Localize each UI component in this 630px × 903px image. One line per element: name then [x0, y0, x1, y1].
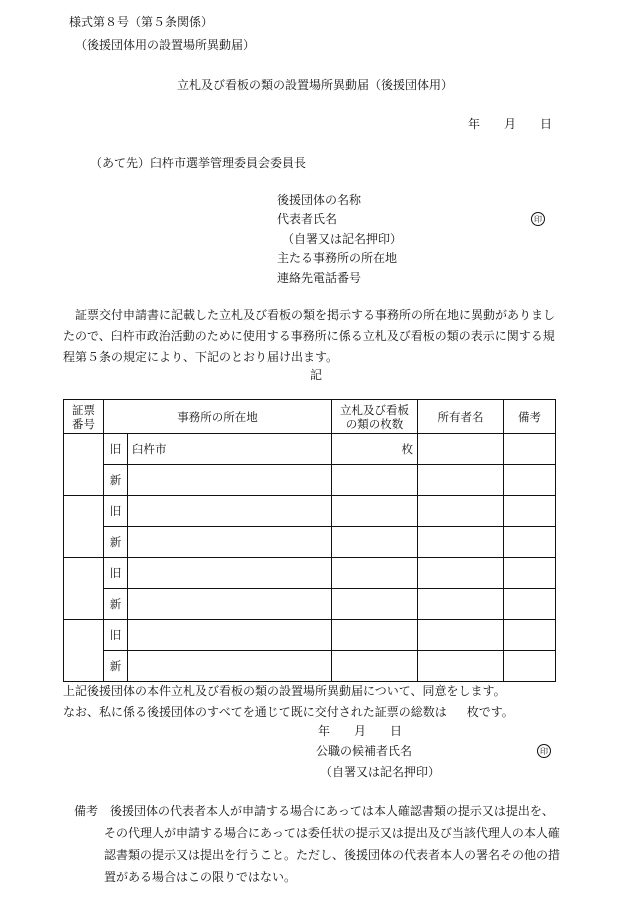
- count-cell[interactable]: [332, 496, 418, 527]
- address-cell[interactable]: [128, 620, 332, 651]
- header-owner: 所有者名: [418, 400, 504, 434]
- remarks-note: [74, 800, 562, 888]
- owner-cell[interactable]: [418, 651, 504, 682]
- header-remarks: 備考: [504, 400, 556, 434]
- address-cell[interactable]: [128, 496, 332, 527]
- consent-date-day: 日: [390, 724, 403, 738]
- remarks-cell[interactable]: [504, 558, 556, 589]
- owner-cell[interactable]: [418, 465, 504, 496]
- address-cell[interactable]: 臼杵市: [128, 434, 332, 465]
- address-cell[interactable]: [128, 465, 332, 496]
- table-row: [64, 589, 556, 620]
- new-label: 新: [104, 589, 128, 620]
- new-label: 新: [104, 527, 128, 558]
- address-cell[interactable]: [128, 651, 332, 682]
- table-row: [64, 465, 556, 496]
- remarks-cell[interactable]: [504, 589, 556, 620]
- remarks-cell[interactable]: [504, 434, 556, 465]
- table-header-row: [64, 400, 556, 434]
- table-row: [64, 434, 556, 465]
- old-label: 旧: [104, 434, 128, 465]
- owner-cell[interactable]: [418, 589, 504, 620]
- ki-mark: 記: [310, 368, 323, 382]
- consent-line-2: [63, 704, 514, 720]
- remarks-text: 後援団体の代表者本人が申請する場合にあっては本人確認書類の提示又は提出を、その代理人が申請する場合にあっては委任状の提示又は提出及び当該代理人の本人確認書類の提示又は提出を行うこと。ただし、後援団体の代表者本人の署名その他の措置がある場合はこの限りではない。: [104, 804, 561, 884]
- count-cell[interactable]: 枚: [332, 434, 418, 465]
- remarks-cell[interactable]: [504, 496, 556, 527]
- count-cell[interactable]: [332, 527, 418, 558]
- old-label: 旧: [104, 620, 128, 651]
- table-row: [64, 558, 556, 589]
- old-label: 旧: [104, 558, 128, 589]
- address-cell[interactable]: [128, 527, 332, 558]
- remarks-cell[interactable]: [504, 527, 556, 558]
- form-subtitle: （後援団体用の設置場所異動届）: [75, 38, 256, 52]
- consent-line-1: 上記後援団体の本件立札及び看板の類の設置場所異動届について、同意をします。: [63, 684, 506, 698]
- page-title: 立札及び看板の類の設置場所異動届（後援団体用）: [176, 78, 453, 92]
- phone-label: 連絡先電話番号: [277, 271, 362, 285]
- addressee-name: 臼杵市選挙管理委員会委員長: [150, 156, 307, 170]
- new-label: 新: [104, 651, 128, 682]
- remarks-cell[interactable]: [504, 651, 556, 682]
- cert-no-cell[interactable]: [64, 558, 104, 620]
- owner-cell[interactable]: [418, 558, 504, 589]
- count-cell[interactable]: [332, 651, 418, 682]
- header-cert-no: 証票番号: [64, 400, 104, 434]
- owner-cell[interactable]: [418, 496, 504, 527]
- office-address-label: 主たる事務所の所在地: [277, 251, 398, 265]
- remarks-cell[interactable]: [504, 465, 556, 496]
- consent-date-year: 年: [318, 724, 331, 738]
- new-label: 新: [104, 465, 128, 496]
- remarks-cell[interactable]: [504, 620, 556, 651]
- header-address: 事務所の所在地: [104, 400, 332, 434]
- org-name-label: 後援団体の名称: [277, 193, 362, 207]
- consent-line-2-text: なお、私に係る後援団体のすべてを通じて既に交付された証票の総数は: [63, 705, 447, 719]
- owner-cell[interactable]: [418, 434, 504, 465]
- candidate-name-label: 公職の候補者氏名: [316, 744, 413, 758]
- addressee-label: （あて先）: [90, 156, 151, 170]
- remarks-label: 備考: [74, 804, 99, 818]
- consent-signature-note: （自署又は記名押印）: [320, 765, 441, 779]
- owner-cell[interactable]: [418, 527, 504, 558]
- signature-note: （自署又は記名押印）: [282, 232, 403, 246]
- cert-no-cell[interactable]: [64, 496, 104, 558]
- form-number: 様式第８号（第５条関係）: [69, 15, 214, 29]
- date-year: 年: [468, 117, 481, 131]
- address-cell[interactable]: [128, 558, 332, 589]
- count-cell[interactable]: [332, 465, 418, 496]
- table-row: [64, 620, 556, 651]
- table-row: [64, 496, 556, 527]
- address-cell[interactable]: [128, 589, 332, 620]
- count-cell[interactable]: [332, 620, 418, 651]
- cert-no-cell[interactable]: [64, 434, 104, 496]
- consent-line-2-unit: 枚です。: [466, 705, 514, 719]
- count-cell[interactable]: [332, 558, 418, 589]
- table-row: [64, 527, 556, 558]
- body-paragraph: 証票交付申請書に記載した立札及び看板の類を掲示する事務所の所在地に異動がありましたので、臼杵市政治活動のために使用する事務所に係る立札及び看板の類の表示に関する規程第５条の規定により、下記のとおり届け出ます。: [63, 308, 556, 364]
- old-label: 旧: [104, 496, 128, 527]
- consent-date-month: 月: [354, 724, 367, 738]
- owner-cell[interactable]: [418, 620, 504, 651]
- date-day: 日: [540, 117, 553, 131]
- address-change-table: [63, 399, 556, 682]
- seal-mark: 印: [531, 212, 545, 226]
- table-row: [64, 651, 556, 682]
- header-count: 立札及び看板の類の枚数: [332, 400, 418, 434]
- seal-mark: 印: [537, 744, 551, 758]
- count-cell[interactable]: [332, 589, 418, 620]
- cert-no-cell[interactable]: [64, 620, 104, 682]
- rep-name-label: 代表者氏名: [277, 212, 338, 226]
- date-month: 月: [504, 117, 517, 131]
